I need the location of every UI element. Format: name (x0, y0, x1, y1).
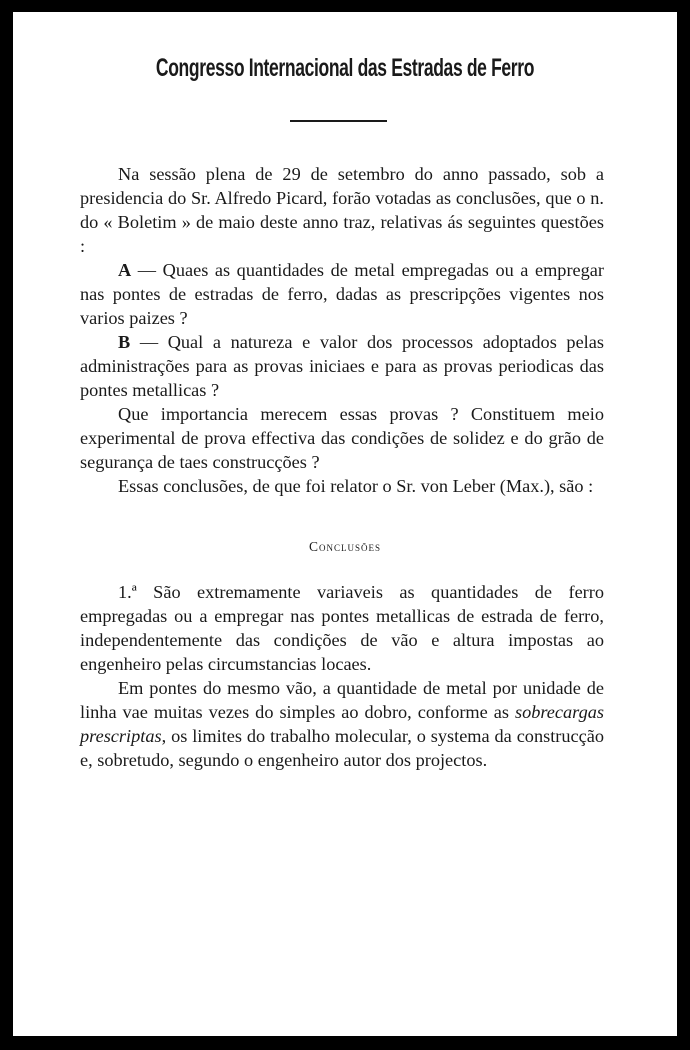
intro-paragraph: Na sessão plena de 29 de setembro do anno passado, sob a presidencia do Sr. Alfredo Picard, forão votadas as conclusões, que o n. do « Boletim » de maio deste anno traz, relativas ás seguintes questões : (80, 164, 604, 256)
conclusion-italic-term: sobrecargas prescriptas (80, 702, 604, 746)
question-b (80, 330, 604, 402)
conclusion-1: 1.ª São extremamente variaveis as quantidades de ferro empregadas ou a empregar nas pontes metallicas de estrada de ferro, independentemente das condições de vão e altura impostas ao engenheiro pelas circumstancias locaes. (80, 582, 604, 674)
title-divider (290, 120, 387, 122)
conclusion-text-end: , os limites do trabalho molecular, o systema da construcção e, sobretudo, segundo o engenheiro autor dos projectos. (80, 726, 604, 770)
rapporteur-paragraph: Essas conclusões, de que foi relator o Sr. von Leber (Max.), são : (118, 476, 594, 496)
question-a-label: A (118, 260, 132, 280)
question-b-label: B (118, 332, 131, 352)
conclusion-1-continued (80, 676, 604, 772)
conclusions-section (80, 580, 604, 772)
intro-section (80, 162, 604, 498)
page-title: Congresso Internacional das Estradas de Ferro (155, 54, 535, 82)
conclusion-text-start: Em pontes do mesmo vão, a quantidade de metal por unidade de linha vae muitas vezes do simples ao dobro, conforme as (80, 678, 604, 722)
question-b-text: — Qual a natureza e valor dos processos adoptados pelas administrações para as provas iniciaes e para as provas periodicas das pontes metallicas ? (80, 332, 604, 400)
question-importance: Que importancia merecem essas provas ? Constituem meio experimental de prova effectiva das condições de solidez e do grão de segurança de taes construcções ? (80, 404, 604, 472)
document-page (13, 12, 677, 1036)
question-a (80, 258, 604, 330)
section-heading: Conclusões (308, 539, 381, 554)
question-a-text: — Quaes as quantidades de metal empregadas ou a empregar nas pontes de estradas de ferro, dadas as prescripções vigentes nos varios paizes ? (80, 260, 604, 328)
